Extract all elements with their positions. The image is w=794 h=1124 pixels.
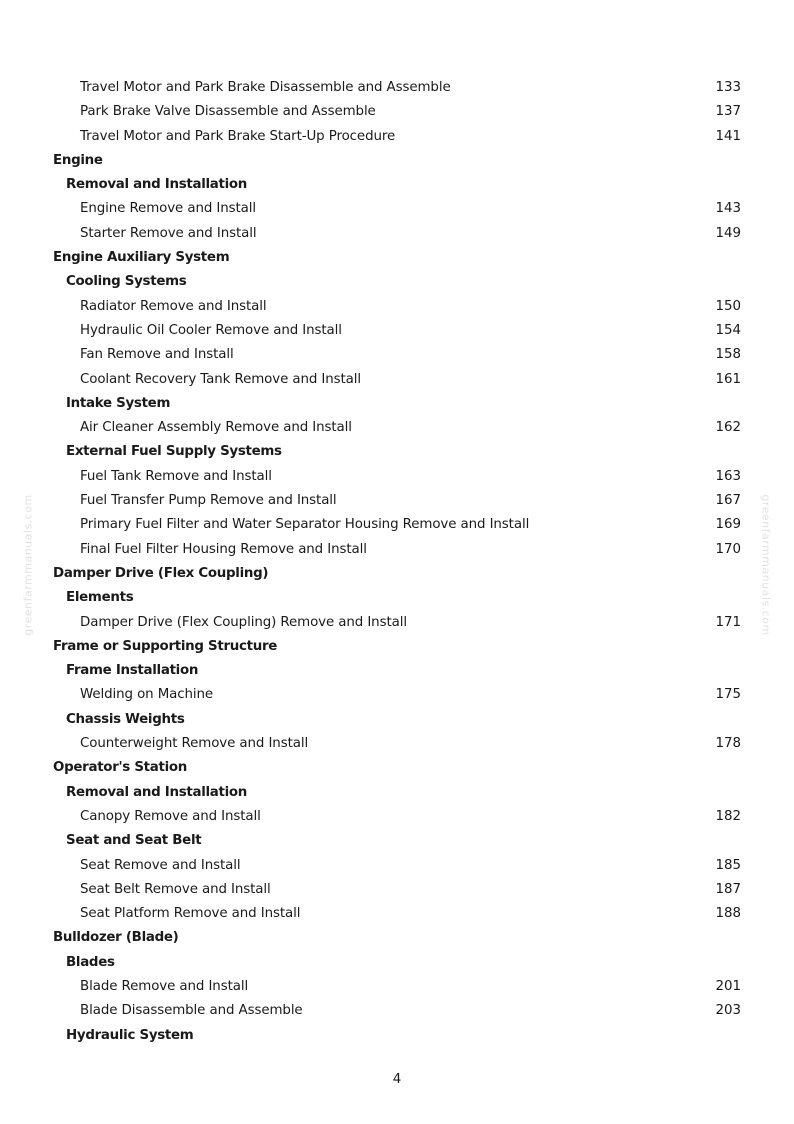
- page-number: 4: [392, 1072, 402, 1087]
- toc-entry-title: Welding on Machine: [80, 687, 214, 703]
- toc-entry[interactable]: [0, 854, 794, 878]
- toc-entry-title: Hydraulic System: [66, 1027, 194, 1043]
- toc-entry[interactable]: [0, 902, 794, 926]
- toc-entry-page: 182: [715, 808, 741, 824]
- toc-subsection: [0, 708, 794, 732]
- toc-entry[interactable]: [0, 343, 794, 367]
- toc-entry-title: Park Brake Valve Disassemble and Assemble: [80, 104, 376, 120]
- toc-entry[interactable]: [0, 295, 794, 319]
- toc-entry-page: 163: [715, 468, 741, 484]
- toc-entry-page: 170: [715, 541, 741, 557]
- toc-entry-title: Hydraulic Oil Cooler Remove and Install: [80, 322, 342, 338]
- watermark-left: greenfarmmanuals.com: [21, 494, 35, 636]
- toc-entry-title: Counterweight Remove and Install: [80, 736, 309, 752]
- toc-entry-title: Blade Disassemble and Assemble: [80, 1003, 303, 1019]
- toc-entry[interactable]: [0, 100, 794, 124]
- toc-entry[interactable]: [0, 538, 794, 562]
- toc-entry-page: 175: [715, 687, 741, 703]
- toc-entry-title: Radiator Remove and Install: [80, 298, 267, 314]
- toc-entry-page: 162: [715, 420, 741, 436]
- toc-entry-title: Starter Remove and Install: [80, 225, 257, 241]
- toc-entry-title: Cooling Systems: [66, 274, 187, 290]
- toc-entry-title: Engine: [53, 152, 103, 168]
- toc-subsection: [0, 392, 794, 416]
- toc-section: [0, 926, 794, 950]
- toc-entry-title: Frame Installation: [66, 663, 199, 679]
- toc-entry-title: Engine Remove and Install: [80, 201, 257, 217]
- toc-entry-page: 158: [715, 347, 741, 363]
- toc-entry[interactable]: [0, 805, 794, 829]
- toc-entry[interactable]: [0, 197, 794, 221]
- toc-entry-title: Frame or Supporting Structure: [53, 638, 278, 654]
- toc-entry-title: Elements: [66, 590, 134, 606]
- toc-entry[interactable]: [0, 878, 794, 902]
- toc-entry[interactable]: [0, 683, 794, 707]
- toc-entry-page: 137: [715, 104, 741, 120]
- toc-section: [0, 246, 794, 270]
- watermark-right: greenfarmmanuals.com: [759, 494, 773, 636]
- toc-entry[interactable]: [0, 368, 794, 392]
- toc-entry-title: Fan Remove and Install: [80, 347, 234, 363]
- toc-entry-page: 161: [715, 371, 741, 387]
- toc-entry-page: 167: [715, 493, 741, 509]
- toc-entry[interactable]: [0, 513, 794, 537]
- toc-entry-title: Primary Fuel Filter and Water Separator Housing Remove and Install: [80, 517, 530, 533]
- toc-entry-title: Engine Auxiliary System: [53, 250, 230, 266]
- toc-entry-page: 178: [715, 736, 741, 752]
- toc-subsection: [0, 440, 794, 464]
- toc-section: [0, 149, 794, 173]
- toc-subsection: [0, 781, 794, 805]
- toc-entry[interactable]: [0, 732, 794, 756]
- toc-entry[interactable]: [0, 489, 794, 513]
- toc-entry-title: Travel Motor and Park Brake Disassemble and Assemble: [80, 80, 451, 95]
- toc-entry[interactable]: [0, 416, 794, 440]
- toc-entry-title: Bulldozer (Blade): [53, 930, 179, 946]
- toc-entry-title: Final Fuel Filter Housing Remove and Install: [80, 541, 367, 557]
- toc-entry-page: 188: [715, 906, 741, 922]
- toc-entry-page: 201: [715, 978, 741, 994]
- toc-entry-title: Coolant Recovery Tank Remove and Install: [80, 371, 362, 387]
- toc-subsection: [0, 586, 794, 610]
- toc-subsection: [0, 829, 794, 853]
- toc-entry-title: External Fuel Supply Systems: [66, 444, 282, 460]
- toc-entry[interactable]: [0, 975, 794, 999]
- toc-entry-title: Air Cleaner Assembly Remove and Install: [80, 420, 352, 436]
- toc-entry-title: Seat Remove and Install: [80, 857, 241, 873]
- toc-entry-page: 150: [715, 298, 741, 314]
- toc-entry-title: Seat and Seat Belt: [66, 833, 202, 849]
- toc-entry[interactable]: [0, 76, 794, 100]
- toc-entry-page: 185: [715, 857, 741, 873]
- toc-entry-title: Canopy Remove and Install: [80, 808, 261, 824]
- toc-entry-page: 203: [715, 1003, 741, 1019]
- toc-entry-title: Seat Belt Remove and Install: [80, 881, 271, 897]
- toc-entry[interactable]: [0, 999, 794, 1023]
- toc-entry-page: 154: [715, 322, 741, 338]
- toc-subsection: [0, 951, 794, 975]
- toc-entry-title: Removal and Installation: [66, 784, 248, 800]
- toc-entry-title: Fuel Tank Remove and Install: [80, 468, 272, 484]
- toc-entry-page: 169: [715, 517, 741, 533]
- toc-entry-title: Damper Drive (Flex Coupling) Remove and Install: [80, 614, 407, 630]
- toc-subsection: [0, 659, 794, 683]
- toc-subsection: [0, 1024, 794, 1048]
- toc-section: [0, 562, 794, 586]
- toc-entry[interactable]: [0, 222, 794, 246]
- toc-entry[interactable]: [0, 611, 794, 635]
- toc-entry-title: Removal and Installation: [66, 177, 248, 193]
- toc-entry-page: 133: [715, 80, 741, 95]
- toc-entry-page: 149: [715, 225, 741, 241]
- toc-entry-title: Damper Drive (Flex Coupling): [53, 565, 269, 581]
- toc-entry-title: Operator's Station: [53, 760, 188, 776]
- toc-subsection: [0, 173, 794, 197]
- toc-entry[interactable]: [0, 125, 794, 149]
- toc-entry-page: 171: [715, 614, 741, 630]
- toc-entry-title: Seat Platform Remove and Install: [80, 906, 301, 922]
- toc-entry-title: Intake System: [66, 395, 171, 411]
- toc-subsection: [0, 270, 794, 294]
- toc-entry-title: Blades: [66, 954, 115, 970]
- toc-entry[interactable]: [0, 319, 794, 343]
- toc-entry[interactable]: [0, 465, 794, 489]
- toc-section: [0, 756, 794, 780]
- toc-entry-page: 141: [715, 128, 741, 144]
- toc-entry-page: 143: [715, 201, 741, 217]
- toc-entry-title: Fuel Transfer Pump Remove and Install: [80, 493, 337, 509]
- toc-entry-title: Travel Motor and Park Brake Start-Up Procedure: [80, 128, 396, 144]
- toc-entry-page: 187: [715, 881, 741, 897]
- toc-entry-title: Chassis Weights: [66, 711, 185, 727]
- toc-entry-title: Blade Remove and Install: [80, 978, 249, 994]
- table-of-contents: [0, 76, 794, 1048]
- toc-section: [0, 635, 794, 659]
